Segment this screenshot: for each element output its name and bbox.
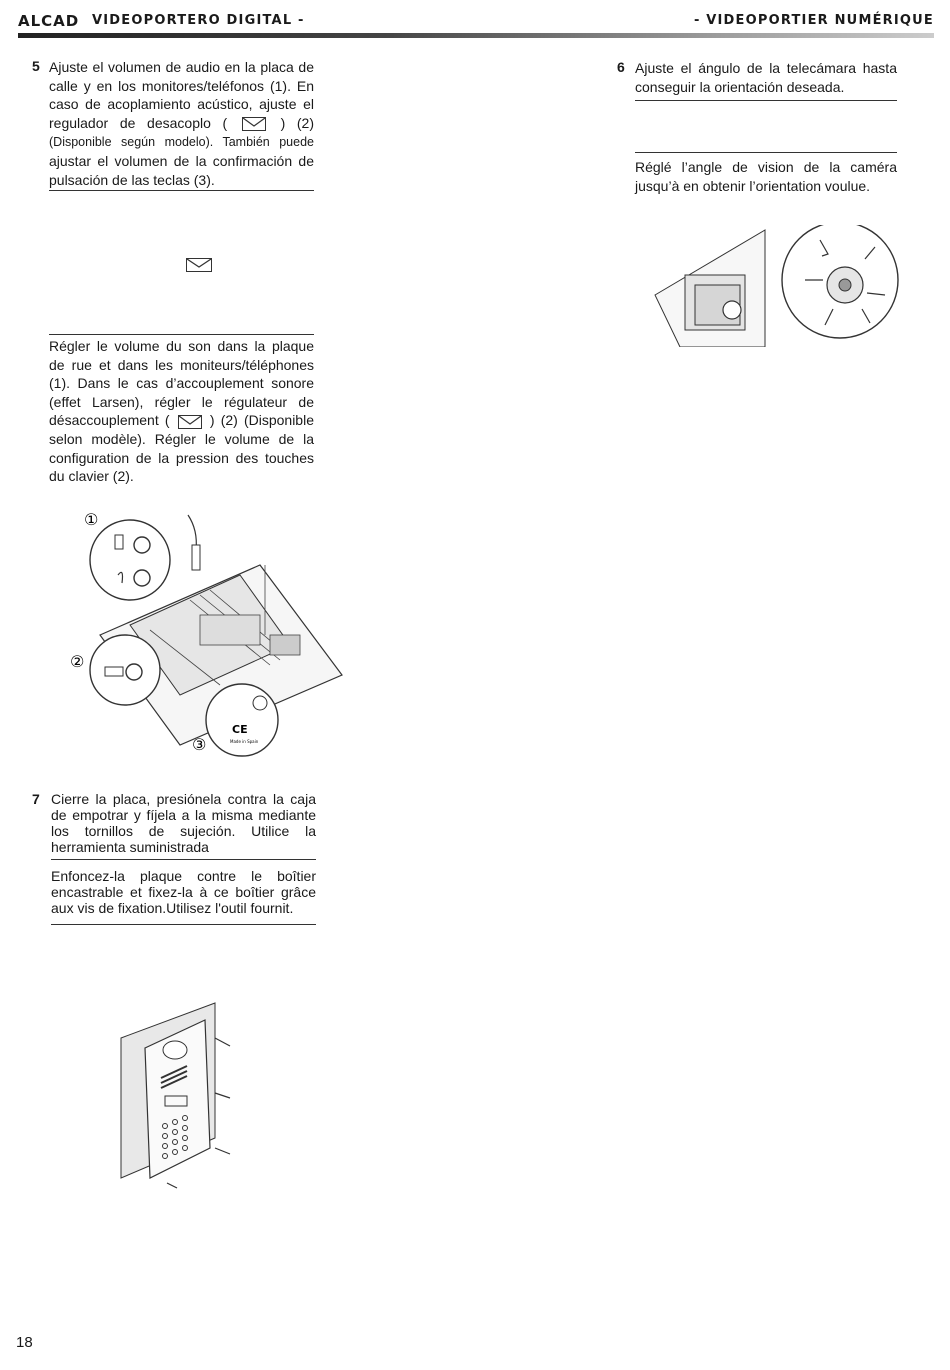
step-5-text-es	[49, 58, 314, 189]
step-5-fr-part2: ) (2) (Disponible selon modèle). Régler le volume de la configuration de la pression des touches du clavier (2).	[49, 412, 314, 485]
divider	[51, 859, 316, 860]
divider	[49, 190, 314, 191]
callout-2: ②	[70, 652, 85, 671]
ce-mark: CE	[232, 723, 248, 736]
step-7-text-es: Cierre la placa, presiónela contra la caja de empotrar y fíjela a la misma mediante los tornillos de sujeción. Utilice la herramienta suministrada	[51, 791, 316, 855]
step-5-text-fr	[49, 337, 314, 486]
step-5-es-part1b: ) (2)	[280, 114, 315, 131]
divider	[49, 334, 314, 335]
header-title-es: VIDEOPORTERO DIGITAL -	[92, 13, 305, 28]
step-5-es-part1: Ajuste el volumen de audio en la placa de calle y en los monitores/teléfonos (1). En caso de acoplamiento acústico, ajuste el regulador de desacoplo (	[49, 59, 314, 131]
step-6-number: 6	[617, 59, 625, 75]
step-6-text-es: Ajuste el ángulo de la telecámara hasta conseguir la orientación deseada.	[635, 60, 897, 95]
header-bar	[18, 33, 934, 38]
decouple-icon-standalone	[186, 258, 212, 272]
divider	[635, 152, 897, 153]
header-title-fr: - VIDEOPORTIER NUMÉRIQUE	[693, 13, 934, 28]
step-5-fr-part1: Régler le volume du son dans la plaque de rue et dans les moniteurs/téléphones (1). Dans le cas d’accouplement sonore (effet Larsen), régler le régulateur de désaccouplement (	[49, 338, 314, 429]
camera-angle-illustration	[650, 225, 900, 347]
divider	[635, 100, 897, 101]
callout-3: ③	[192, 735, 207, 754]
step-5-es-part2: ajustar el volumen de la confirmación de pulsación de las teclas (3).	[49, 152, 314, 188]
brand-logo: ALCAD	[18, 12, 80, 30]
page-number: 18	[16, 1334, 33, 1351]
divider	[51, 924, 316, 925]
decouple-icon	[242, 117, 266, 131]
step-6-text-fr: Réglé l’angle de vision de la caméra jusqu’à en obtenir l’orientation voulue.	[635, 159, 897, 194]
step-5-es-small: (Disponible según modelo). También puede	[49, 135, 314, 150]
volume-adjust-illustration	[70, 505, 350, 765]
door-panel-illustration	[115, 998, 245, 1193]
callout-1: ①	[84, 510, 99, 529]
made-in-label: Made in Spain	[230, 739, 259, 744]
step-7-number: 7	[32, 791, 40, 807]
decouple-icon	[178, 415, 202, 429]
step-7-text-fr: Enfoncez-la plaque contre le boîtier encastrable et fixez-la à ce boîtier grâce aux vis de fixation.Utilisez l'outil fournit.	[51, 868, 316, 916]
step-5-number: 5	[32, 58, 40, 74]
